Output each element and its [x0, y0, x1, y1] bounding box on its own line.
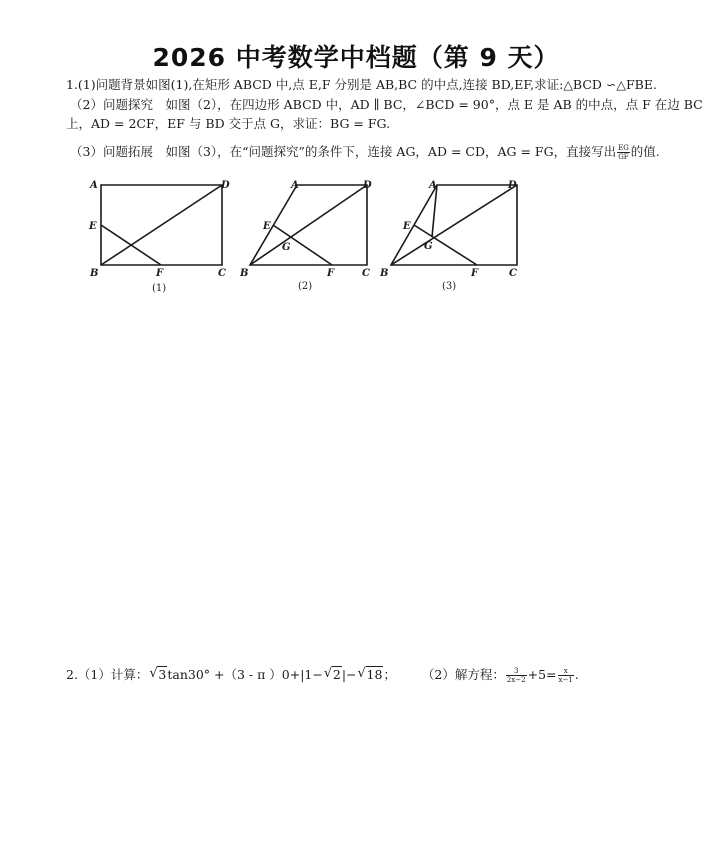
q2-part1-prefix: 2.（1）计算： — [66, 667, 149, 682]
q1-part3-text — [70, 143, 660, 161]
sqrt-3 — [149, 667, 167, 682]
q2-text — [66, 665, 579, 684]
sqrt-2 — [324, 667, 342, 682]
fig1-label-f: F — [156, 268, 164, 279]
radicand-2: 2 — [332, 667, 341, 682]
q2-part1-mid: tan30° +（3 - π ）0+|1− — [167, 667, 323, 682]
radicand-18: 18 — [366, 667, 383, 682]
fig3-label-g: G — [424, 241, 433, 252]
fig3-label-c: C — [509, 268, 517, 279]
geometry-figures — [80, 170, 540, 300]
fig3-label-d: D — [508, 180, 517, 191]
fig1-label-b: B — [90, 268, 99, 279]
q2-part2-prefix: （2）解方程： — [421, 667, 505, 682]
fig2-label-e: E — [263, 221, 271, 232]
equation-fraction-right — [558, 667, 574, 684]
fig1-label-d: D — [221, 180, 230, 191]
figures-area — [80, 170, 540, 304]
fig1-segment-bd — [101, 185, 222, 265]
fig3-label-a: A — [429, 180, 437, 191]
fig1-label-c: C — [218, 268, 226, 279]
fig2-label-c: C — [362, 268, 370, 279]
q1-part1-text: 1.(1)问题背景如图(1),在矩形 ABCD 中,点 E,F 分别是 AB,BC 的中点,连接 BD,EF,求证:△BCD ∽△FBE. — [66, 77, 657, 92]
fig2-label-d: D — [363, 180, 372, 191]
q2-part2-mid: +5= — [527, 667, 557, 682]
fig1-label-a: A — [90, 180, 98, 191]
eg-gf-fraction — [617, 144, 630, 161]
fig2-caption: (2) — [298, 281, 313, 292]
q1-part2-text-cont: 上，AD = 2CF，EF 与 BD 交于点 G，求证：BG = FG. — [66, 116, 391, 131]
fig2-label-g: G — [282, 242, 291, 253]
q1-part3-suffix: 的值. — [630, 144, 660, 159]
q2-part2-end: . — [574, 667, 579, 682]
fig2-label-a: A — [291, 180, 299, 191]
sqrt-18 — [358, 667, 384, 682]
equation-fraction-left — [506, 667, 527, 684]
radicand-3: 3 — [158, 667, 167, 682]
fig3-label-b: B — [380, 268, 389, 279]
fraction-denominator: GF — [618, 153, 629, 161]
q2-part1-end: ； — [383, 667, 396, 682]
fraction-denominator: 2x−2 — [506, 676, 526, 684]
fraction-numerator: x — [558, 667, 574, 676]
fig3-label-f: F — [471, 268, 479, 279]
fig3-label-e: E — [403, 221, 411, 232]
q2-part1-mid2: |− — [341, 667, 357, 682]
fig2-label-f: F — [327, 268, 335, 279]
fig1-caption: (1) — [152, 283, 167, 294]
fig3-caption: (3) — [442, 281, 457, 292]
fig1-label-e: E — [89, 221, 97, 232]
fig2-label-b: B — [240, 268, 249, 279]
page-title: 2026 中考数学中档题（第 9 天） — [152, 43, 560, 72]
q1-part2-text: （2）问题探究 如图（2），在四边形 ABCD 中，AD ∥ BC，∠BCD = 90°，点 E 是 AB 的中点，点 F 在边 BC — [70, 97, 703, 112]
q1-part3-prefix: （3）问题拓展 如图（3），在“问题探究”的条件下，连接 AG，AD = CD，AG = FG，直接写出 — [70, 144, 617, 159]
fraction-numerator: 3 — [506, 667, 527, 676]
fraction-numerator: EG — [618, 144, 629, 152]
fraction-denominator: x−1 — [558, 676, 573, 684]
